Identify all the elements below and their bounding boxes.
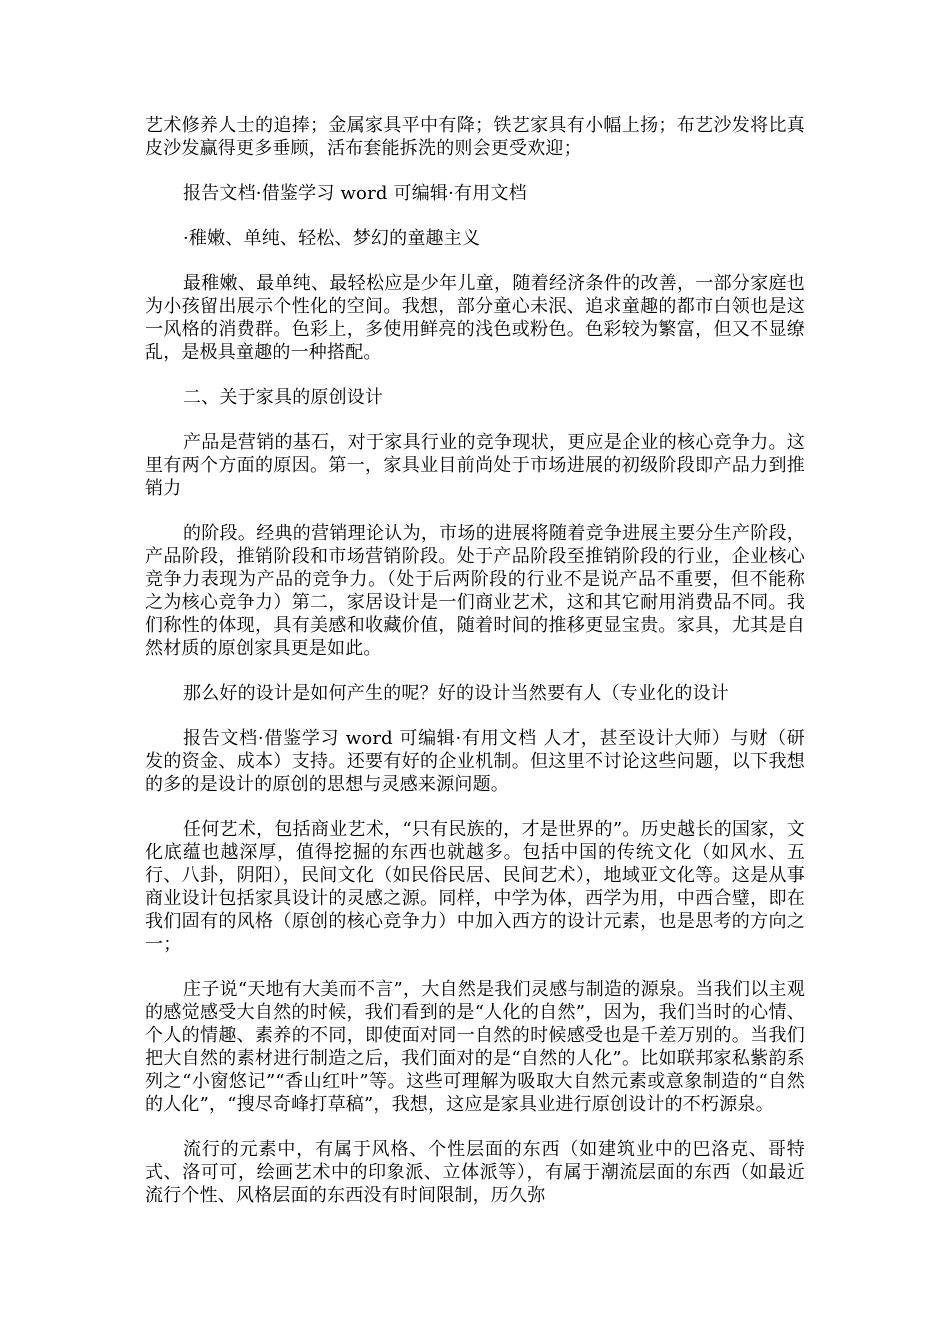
paragraph-8: 那么好的设计是如何产生的呢？好的设计当然要有人（专业化的设计	[183, 683, 729, 704]
paragraph-4: 最稚嫩、最单纯、最轻松应是少年儿童，随着经济条件的改善，一部分家庭也为小孩留出展示个性化的空间。我想，部分童心未泯、追求童趣的都市白领也是这一风格的消费群。色彩上，多使用鲜亮的浅色或粉色。色彩较为繁富，但又不显缭乱，是极具童趣的一种搭配。	[145, 273, 805, 363]
paragraph-2-header-note: 报告文档·借鉴学习 word 可编辑·有用文档	[183, 183, 527, 204]
paragraph-6: 产品是营销的基石，对于家具行业的竞争现状，更应是企业的核心竞争力。这里有两个方面的原因。第一，家具业目前尚处于市场进展的初级阶段即产品力到推销力	[145, 432, 805, 499]
paragraph-7: 的阶段。经典的营销理论认为，市场的进展将随着竞争进展主要分生产阶段，产品阶段，推销阶段和市场营销阶段。处于产品阶段至推销阶段的行业，企业核心竞争力表现为产品的竞争力。（处于后两阶段的行业不是说产品不重要，但不能称之为核心竞争力）第二，家居设计是一们商业艺术，这和其它耐用消费品不同。我们称性的体现，具有美感和收藏价值，随着时间的推移更显宝贵。家具，尤其是自然材质的原创家具更是如此。	[145, 523, 805, 659]
paragraph-9: 报告文档·借鉴学习 word 可编辑·有用文档 人才，甚至设计大师）与财（研发的资金、成本）支持。还要有好的企业机制。但这里不讨论这些问题，以下我想的多的是设计的原创的思想与灵感来源问题。	[145, 728, 805, 795]
document-body	[145, 114, 805, 1229]
paragraph-1: 艺术修养人士的追捧；金属家具平中有降；铁艺家具有小幅上扬；布艺沙发将比真皮沙发赢得更多垂顾，活布套能拆洗的则会更受欢迎；	[145, 115, 805, 159]
section-heading: 二、关于家具的原创设计	[183, 387, 384, 408]
paragraph-12: 流行的元素中，有属于风格、个性层面的东西（如建筑业中的巴洛克、哥特式、洛可可，绘画艺术中的印象派、立体派等），有属于潮流层面的东西（如最近流行个性、风格层面的东西没有时间限制，历久弥	[145, 1139, 805, 1206]
paragraph-10: 任何艺术，包括商业艺术，“只有民族的，才是世界的”。历史越长的国家，文化底蕴也越深厚，值得挖掘的东西也就越多。包括中国的传统文化（如风水、五行、八卦，阴阳），民间文化（如民俗民居、民间艺术），地域亚文化等。这是从事商业设计包括家具设计的灵感之源。同样，中学为体，西学为用，中西合璧，即在我们固有的风格（原创的核心竞争力）中加入西方的设计元素，也是思考的方向之一；	[145, 819, 805, 955]
paragraph-11: 庄子说“天地有大美而不言”，大自然是我们灵感与制造的源泉。当我们以主观的感觉感受大自然的时候，我们看到的是“人化的自然”，因为，我们当时的心情、个人的情趣、素养的不同，即使面对同一自然的时候感受也是千差万别的。当我们把大自然的素材进行制造之后，我们面对的是“自然的人化”。比如联邦家私紫韵系列之“小窗悠记”“香山红叶”等。这些可理解为吸取大自然元素或意象制造的“自然的人化”，“搜尽奇峰打草稿”，我想，这应是家具业进行原创设计的不朽源泉。	[145, 979, 805, 1115]
paragraph-3-subheading: ·稚嫩、单纯、轻松、梦幻的童趣主义	[183, 228, 481, 249]
